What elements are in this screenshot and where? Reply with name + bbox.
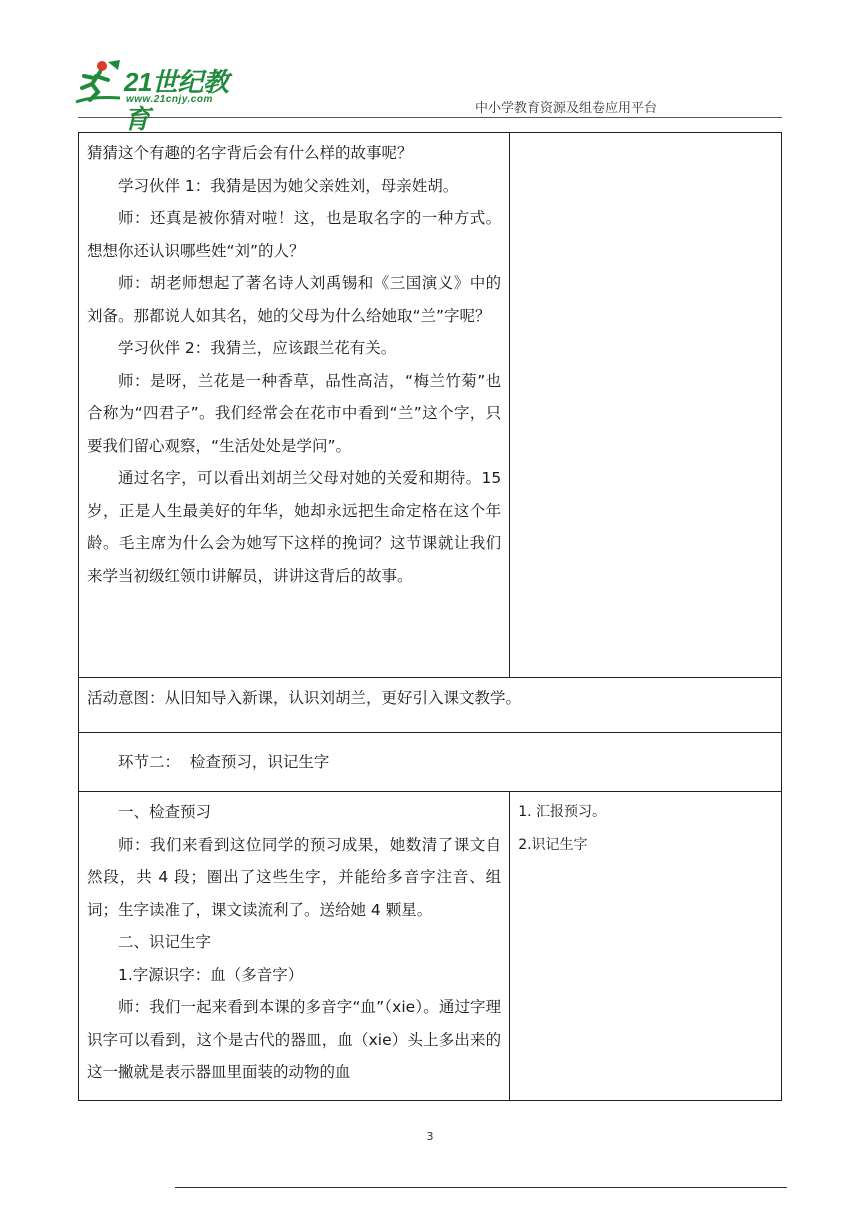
paragraph: 通过名字，可以看出刘胡兰父母对她的关爱和期待。15 岁，正是人生最美好的年华，她却永远把生命定格在这个年龄。毛主席为什么会为她写下这样的挽词？这节课就让我们来学当初级红领巾讲解员，讲讲这背后的故事。 [87, 469, 502, 585]
logo-text: 21世纪教育 [124, 67, 229, 134]
platform-name: 中小学教育资源及组卷应用平台 [475, 101, 658, 116]
student-step: 1. 汇报预习。 [518, 804, 606, 820]
page-number: 3 [426, 1130, 434, 1143]
section-heading: 环节二： 检查预习，识记生字 [118, 752, 330, 771]
paragraph: 1.字源识字：血（多音字） [118, 965, 304, 984]
paragraph: 师：胡老师想起了著名诗人刘禹锡和《三国演义》中的刘备。那都说人如其名，她的父母为什么给她取“兰”字呢？ [87, 274, 502, 325]
paragraph: 学习伙伴 1：我猜是因为她父亲姓刘，母亲姓胡。 [118, 176, 459, 195]
section-heading-cell [79, 733, 782, 792]
paragraph: 二、识记生字 [118, 933, 212, 951]
paragraph: 一、检查预习 [118, 803, 212, 821]
teacher-activity-cell [79, 792, 510, 1101]
runner-logo-icon [72, 58, 124, 108]
page-header [0, 0, 860, 134]
header-divider [78, 117, 782, 118]
student-step: 2.识记生字 [518, 836, 588, 853]
activity-intent [79, 678, 782, 733]
paragraph: 学习伙伴 2：我猜兰，应该跟兰花有关。 [118, 339, 397, 357]
logo [72, 58, 252, 134]
paragraph: 师：我们一起来看到本课的多音字“血”（xie）。通过字理识字可以看到，这个是古代的器皿，血（xie）头上多出来的这一撇就是表示器皿里面装的动物的血 [87, 998, 502, 1081]
paragraph: 师：是呀，兰花是一种香草，品性高洁，“梅兰竹菊”也合称为“四君子”。我们经常会在花市中看到“兰”这个字，只要我们留心观察，“生活处处是学问”。 [87, 371, 502, 455]
paragraph: 师：我们来看到这位同学的预习成果，她数清了课文自然段，共 4 段；圈出了这些生字，并能给多音字注音、组词；生字读准了，课文读流利了。送给她 4 颗星。 [87, 835, 502, 919]
lesson-table [78, 132, 782, 1101]
logo-url: www.21cnjy.com [126, 94, 213, 105]
paragraph: 猜猜这个有趣的名字背后会有什么样的故事呢？ [87, 144, 413, 162]
activity-intent-text: 活动意图：从旧知导入新课，认识刘胡兰，更好引入课文教学。 [87, 689, 522, 707]
paragraph: 师：还真是被你猜对啦！这，也是取名字的一种方式。想想你还认识哪些姓“刘”的人？ [87, 209, 502, 260]
student-activity-cell [510, 133, 782, 678]
footer-divider [175, 1187, 787, 1188]
student-activity-cell [510, 792, 782, 1101]
teacher-activity-cell [79, 133, 510, 678]
